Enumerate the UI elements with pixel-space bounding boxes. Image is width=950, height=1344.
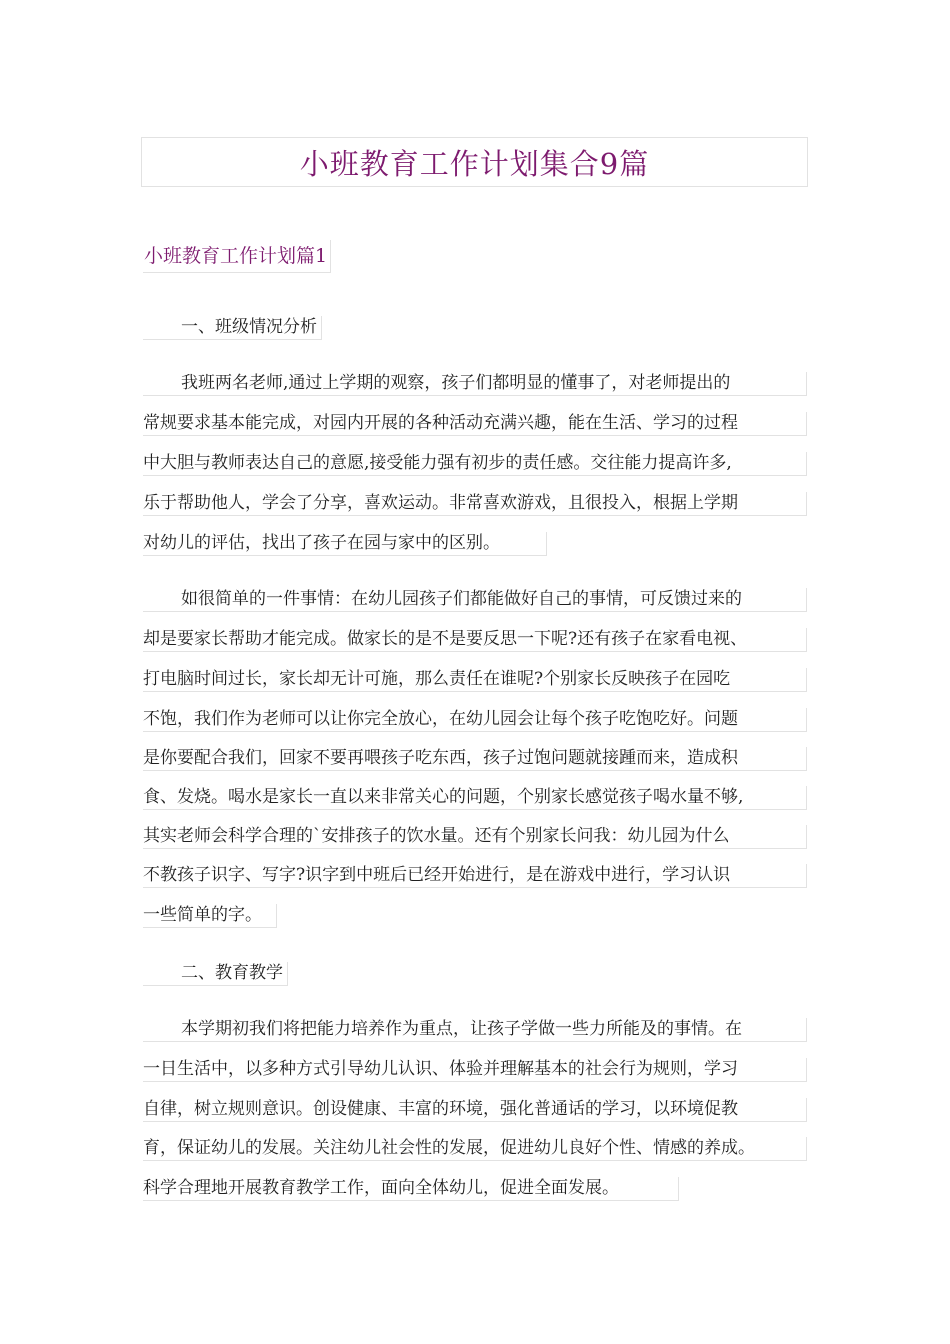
heading-education-teaching: 二、教育教学 xyxy=(143,962,288,986)
paragraph-line: 不教孩子识字、写字?识字到中班后已经开始进行，是在游戏中进行，学习认识 xyxy=(143,864,807,888)
document-title-box xyxy=(141,137,808,187)
paragraph-line: 食、发烧。喝水是家长一直以来非常关心的问题，个别家长感觉孩子喝水量不够, xyxy=(143,786,807,810)
section-title: 小班教育工作计划篇1 xyxy=(143,240,331,273)
paragraph-line: 如很简单的一件事情：在幼儿园孩子们都能做好自己的事情，可反馈过来的 xyxy=(143,588,807,612)
document-title: 小班教育工作计划集合9篇 xyxy=(299,146,650,181)
paragraph-line: 是你要配合我们，回家不要再喂孩子吃东西，孩子过饱问题就接踵而来，造成积 xyxy=(143,747,807,771)
paragraph-line: 一些简单的字。 xyxy=(143,904,277,928)
heading-class-analysis: 一、班级情况分析 xyxy=(143,316,322,340)
paragraph-line: 打电脑时间过长，家长却无计可施，那么责任在谁呢?个别家长反映孩子在园吃 xyxy=(143,668,807,692)
paragraph-line: 自律，树立规则意识。创设健康、丰富的环境，强化普通话的学习，以环境促教 xyxy=(143,1098,807,1122)
paragraph-line: 对幼儿的评估，找出了孩子在园与家中的区别。 xyxy=(143,532,547,556)
paragraph-line: 本学期初我们将把能力培养作为重点，让孩子学做一些力所能及的事情。在 xyxy=(143,1018,807,1042)
paragraph-line: 却是要家长帮助才能完成。做家长的是不是要反思一下呢?还有孩子在家看电视、 xyxy=(143,628,807,652)
paragraph-line: 不饱，我们作为老师可以让你完全放心，在幼儿园会让每个孩子吃饱吃好。问题 xyxy=(143,708,807,732)
paragraph-line: 一日生活中，以多种方式引导幼儿认识、体验并理解基本的社会行为规则，学习 xyxy=(143,1058,807,1082)
paragraph-line: 乐于帮助他人，学会了分享，喜欢运动。非常喜欢游戏，且很投入，根据上学期 xyxy=(143,492,807,516)
paragraph-line: 中大胆与教师表达自己的意愿,接受能力强有初步的责任感。交往能力提高许多, xyxy=(143,452,807,476)
paragraph-line: 育，保证幼儿的发展。关注幼儿社会性的发展，促进幼儿良好个性、情感的养成。 xyxy=(143,1137,807,1161)
paragraph-line: 常规要求基本能完成，对园内开展的各种活动充满兴趣，能在生活、学习的过程 xyxy=(143,412,807,436)
paragraph-line: 其实老师会科学合理的`安排孩子的饮水量。还有个别家长问我：幼儿园为什么 xyxy=(143,825,807,849)
paragraph-line: 我班两名老师,通过上学期的观察，孩子们都明显的懂事了，对老师提出的 xyxy=(143,372,807,396)
paragraph-line: 科学合理地开展教育教学工作，面向全体幼儿，促进全面发展。 xyxy=(143,1177,679,1201)
